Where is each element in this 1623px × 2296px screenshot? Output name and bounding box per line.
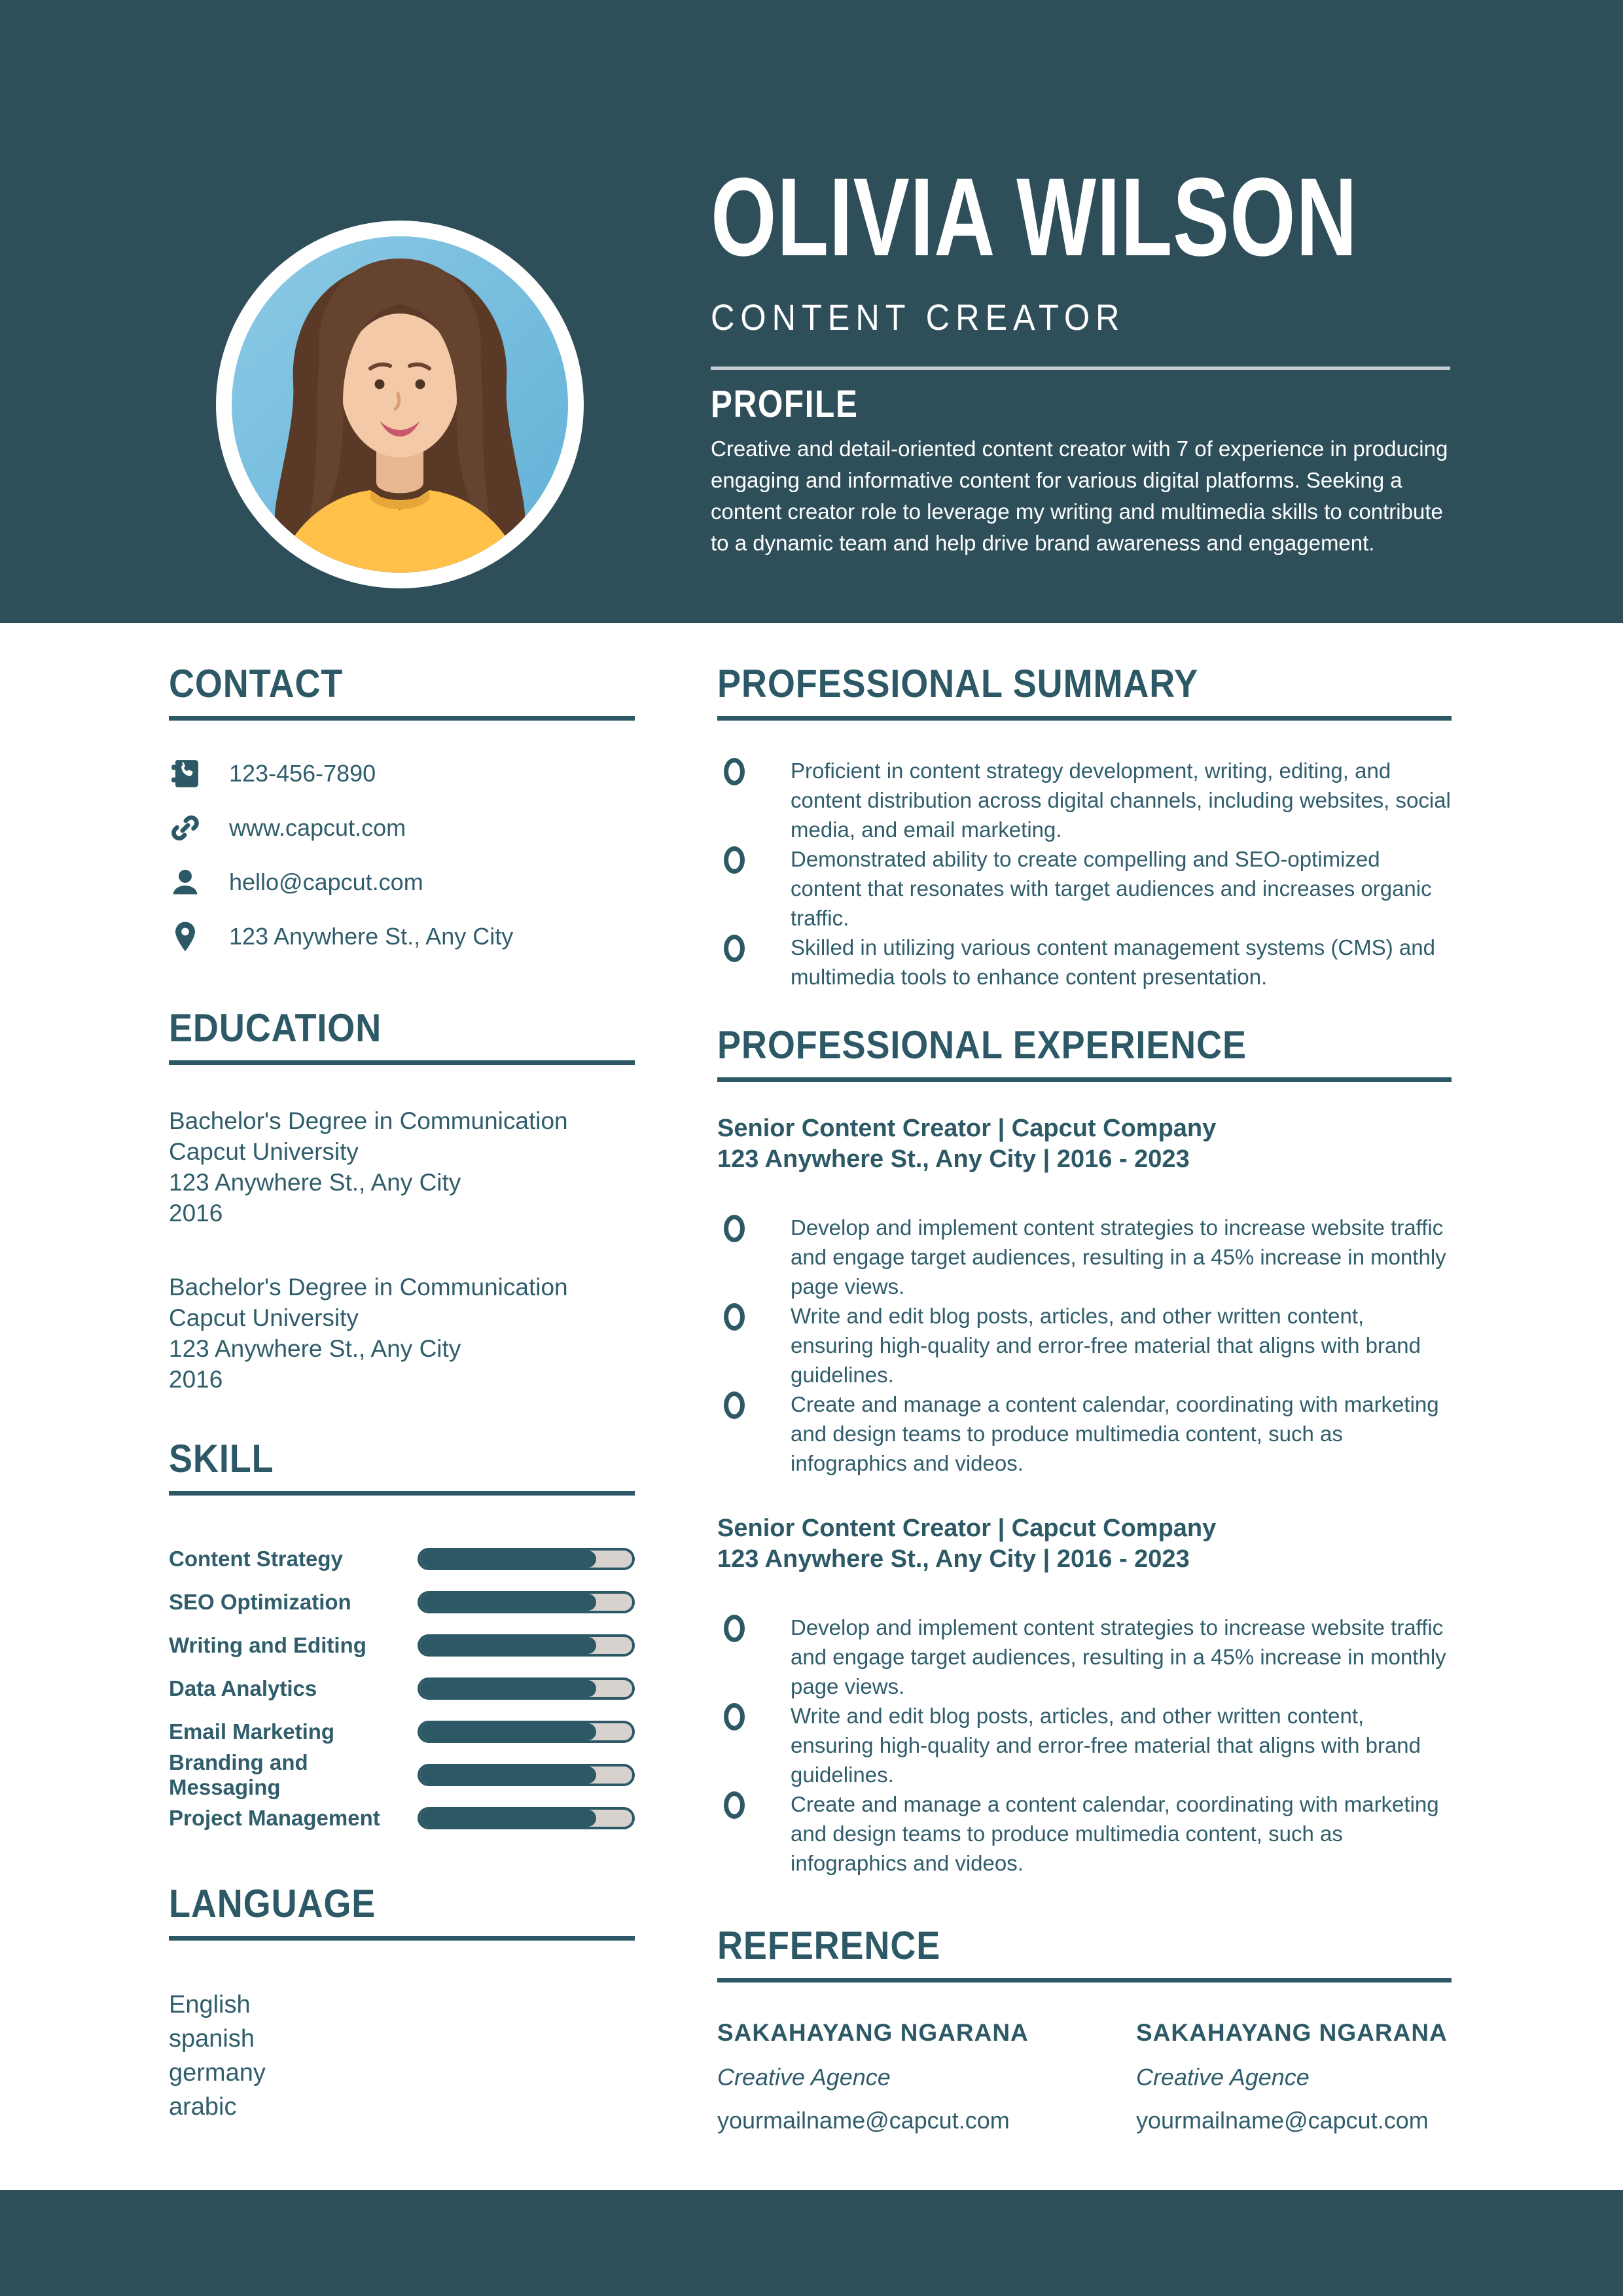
contact-website: www.capcut.com (229, 814, 406, 841)
skill-heading: SKILL (169, 1437, 274, 1480)
person-name: OLIVIA WILSON (711, 155, 1358, 279)
reference-heading: REFERENCE (717, 1924, 941, 1967)
reference-entry (1136, 2019, 1452, 2134)
bullet-ring-icon (724, 846, 745, 874)
job-bullet: Develop and implement content strategies to increase website traffic and engage target audiences, resulting in a 45% increase in monthly page views. (717, 1213, 1452, 1301)
bullet-ring-icon (724, 1703, 745, 1731)
education-year: 2016 (169, 1200, 223, 1227)
skill-bar (418, 1807, 635, 1829)
bullet-ring-icon (724, 1391, 745, 1419)
reference-entry (717, 2019, 1136, 2134)
education-address: 123 Anywhere St., Any City (169, 1335, 461, 1362)
contact-section (169, 664, 635, 953)
education-heading: EDUCATION (169, 1006, 382, 1050)
skill-bar (418, 1764, 635, 1786)
education-underline (169, 1060, 635, 1065)
skill-row (169, 1581, 635, 1624)
header-divider (711, 367, 1450, 370)
person-job-title: CONTENT CREATOR (711, 296, 1126, 338)
language-item: germany (169, 2059, 266, 2087)
language-section (169, 1884, 635, 2124)
contact-heading: CONTACT (169, 662, 344, 706)
person-icon (169, 866, 202, 899)
job-bullet: Create and manage a content calendar, coordinating with marketing and design teams to produce multimedia content, such as infographics and videos. (717, 1789, 1452, 1878)
reference-name: SAKAHAYANG NGARANA (717, 2019, 1029, 2046)
profile-photo (216, 221, 584, 588)
professional-experience-section (717, 1025, 1452, 1878)
reference-company: Creative Agence (1136, 2064, 1310, 2090)
language-item: arabic (169, 2093, 237, 2121)
job-bullet: Create and manage a content calendar, coordinating with marketing and design teams to produce multimedia content, such as infographics and videos. (717, 1390, 1452, 1478)
education-year: 2016 (169, 1366, 223, 1393)
skill-bar-fill (420, 1767, 596, 1784)
skill-row (169, 1624, 635, 1667)
link-icon (169, 812, 202, 844)
bullet-ring-icon (724, 1791, 745, 1819)
skill-row (169, 1537, 635, 1581)
skill-label: Project Management (169, 1806, 380, 1830)
job-bullet: Write and edit blog posts, articles, and other written content, ensuring high-quality and error-free material that aligns with brand guidelines. (717, 1701, 1452, 1789)
experience-heading: PROFESSIONAL EXPERIENCE (717, 1023, 1247, 1067)
skill-section (169, 1439, 635, 1840)
education-address: 123 Anywhere St., Any City (169, 1169, 461, 1196)
bullet-ring-icon (724, 1303, 745, 1331)
education-degree: Bachelor's Degree in Communication (169, 1107, 568, 1134)
bullet-ring-icon (724, 1615, 745, 1642)
profile-heading: PROFILE (711, 383, 859, 425)
job-title: Senior Content Creator | Capcut Company (717, 1515, 1217, 1542)
summary-heading: PROFESSIONAL SUMMARY (717, 662, 1199, 706)
skill-row (169, 1710, 635, 1753)
skill-row (169, 1750, 635, 1799)
job-meta: 123 Anywhere St., Any City | 2016 - 2023 (717, 1545, 1190, 1573)
job-entry (717, 1513, 1452, 1878)
skill-label: Branding and Messaging (169, 1750, 308, 1799)
summary-underline (717, 716, 1452, 721)
skill-bar-fill (420, 1680, 596, 1697)
contact-email: hello@capcut.com (229, 869, 423, 895)
skill-bar (418, 1634, 635, 1657)
header-band (0, 0, 1623, 623)
education-degree: Bachelor's Degree in Communication (169, 1274, 568, 1300)
contact-item-website (169, 812, 635, 844)
reference-email: yourmailname@capcut.com (717, 2107, 1010, 2134)
education-school: Capcut University (169, 1304, 359, 1331)
summary-bullet: Skilled in utilizing various content management systems (CMS) and multimedia tools to enhance content presentation. (717, 933, 1452, 992)
phone-book-icon (169, 757, 202, 790)
skill-bar (418, 1591, 635, 1613)
job-bullet: Write and edit blog posts, articles, and other written content, ensuring high-quality and error-free material that aligns with brand guidelines. (717, 1301, 1452, 1390)
skill-bar-fill (420, 1723, 596, 1740)
skill-label: Content Strategy (169, 1547, 343, 1571)
skill-row (169, 1667, 635, 1710)
contact-address: 123 Anywhere St., Any City (229, 923, 514, 950)
skill-bar (418, 1677, 635, 1700)
job-entry (717, 1113, 1452, 1478)
skill-label: Writing and Editing (169, 1633, 366, 1657)
summary-bullet: Demonstrated ability to create compelling and SEO-optimized content that resonates with target audiences and increases organic traffic. (717, 844, 1452, 933)
skill-label: Email Marketing (169, 1719, 335, 1744)
contact-underline (169, 716, 635, 721)
location-pin-icon (169, 920, 202, 953)
language-item: spanish (169, 2025, 255, 2053)
bullet-ring-icon (724, 758, 745, 785)
skill-bar-fill (420, 1551, 596, 1568)
skill-bar-fill (420, 1810, 596, 1827)
reference-section (717, 1926, 1452, 2134)
education-section (169, 1008, 635, 1395)
job-bullet: Develop and implement content strategies to increase website traffic and engage target audiences, resulting in a 45% increase in monthly page views. (717, 1613, 1452, 1701)
skill-label: SEO Optimization (169, 1590, 351, 1614)
profile-text: Creative and detail-oriented content creator with 7 of experience in producing engaging and informative content for various digital platforms. Seeking a content creator role to leverage my writing and multimedia skills to contribute to a dynamic team and help drive brand awareness and engagement. (711, 437, 1448, 555)
skill-row (169, 1797, 635, 1840)
education-entry (169, 1272, 635, 1395)
skill-bar-fill (420, 1637, 596, 1654)
language-heading: LANGUAGE (169, 1882, 376, 1926)
professional-summary-section (717, 664, 1452, 992)
contact-item-email (169, 866, 635, 899)
job-meta: 123 Anywhere St., Any City | 2016 - 2023 (717, 1145, 1190, 1173)
experience-underline (717, 1077, 1452, 1082)
language-underline (169, 1936, 635, 1941)
job-title: Senior Content Creator | Capcut Company (717, 1115, 1217, 1142)
reference-underline (717, 1978, 1452, 1982)
reference-name: SAKAHAYANG NGARANA (1136, 2019, 1448, 2046)
skill-bar (418, 1721, 635, 1743)
bullet-ring-icon (724, 1215, 745, 1242)
education-entry (169, 1105, 635, 1229)
skill-bar (418, 1548, 635, 1570)
reference-company: Creative Agence (717, 2064, 891, 2090)
summary-bullet: Proficient in content strategy development, writing, editing, and content distribution across digital channels, including websites, social media, and email marketing. (717, 756, 1452, 844)
reference-email: yourmailname@capcut.com (1136, 2107, 1429, 2134)
contact-item-phone (169, 757, 635, 790)
bullet-ring-icon (724, 935, 745, 962)
skill-underline (169, 1491, 635, 1496)
footer-band (0, 2190, 1623, 2296)
education-school: Capcut University (169, 1138, 359, 1165)
skill-bar-fill (420, 1594, 596, 1611)
language-item: English (169, 1991, 251, 2018)
skill-label: Data Analytics (169, 1676, 317, 1700)
contact-item-address (169, 920, 635, 953)
contact-phone: 123-456-7890 (229, 760, 376, 787)
